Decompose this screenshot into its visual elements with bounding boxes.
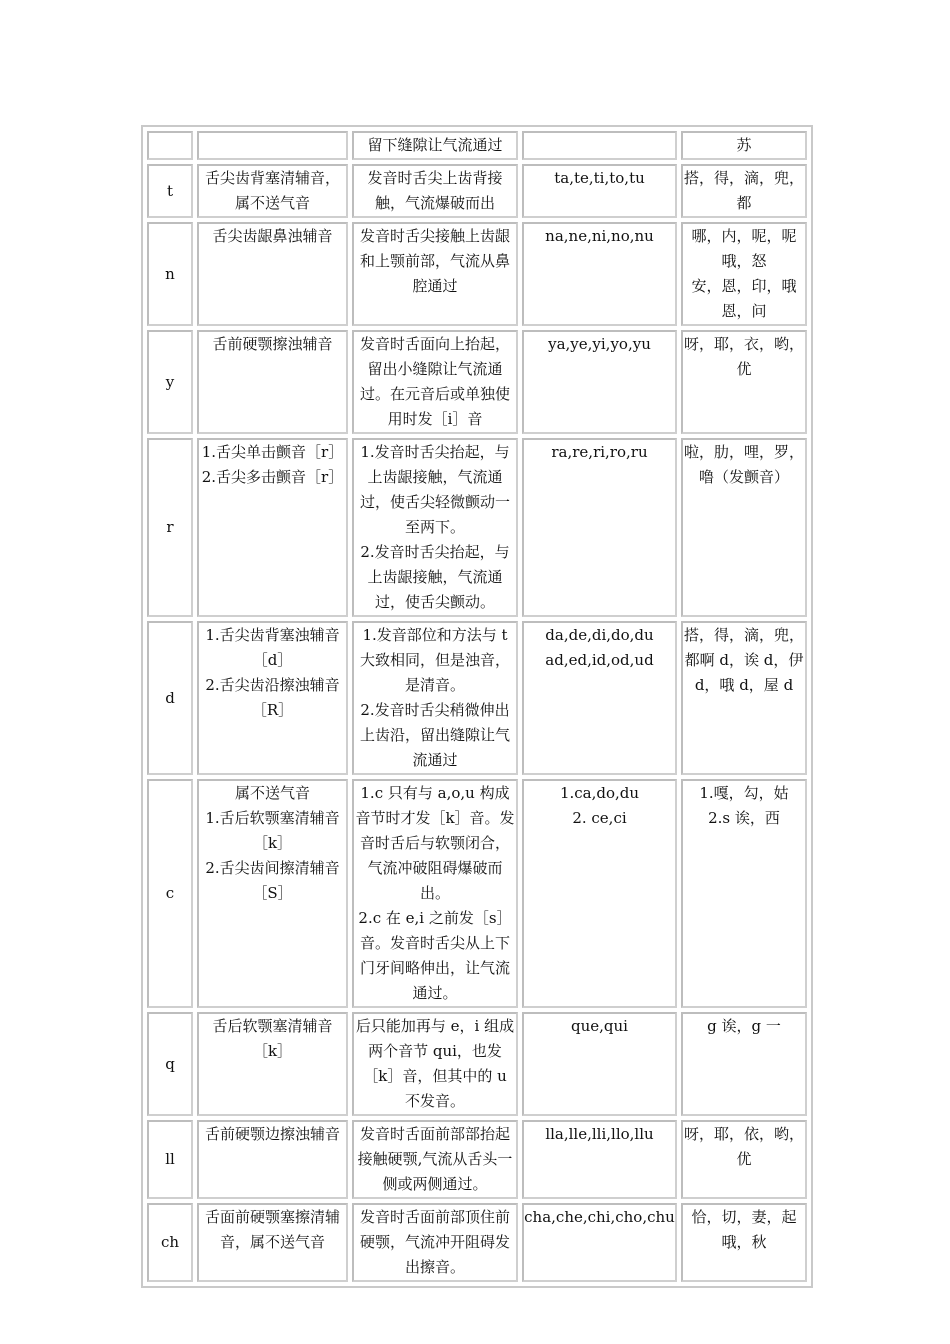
- cell-syllables: [522, 438, 677, 617]
- cell-description: [197, 330, 348, 434]
- cell-consonant: ch: [147, 1203, 193, 1282]
- cell-consonant: n: [147, 222, 193, 326]
- cell-line: da,de,di,do,du: [545, 626, 654, 644]
- cell-line: 属不送气音: [234, 784, 310, 802]
- cell-line: que,qui: [571, 1017, 628, 1035]
- cell-consonant: q: [147, 1012, 193, 1116]
- cell-syllables: [522, 1120, 677, 1199]
- cell-line: ta,te,ti,to,tu: [554, 169, 645, 187]
- header-cell-description: [197, 131, 348, 160]
- cell-chinese: [681, 164, 807, 218]
- cell-line: 搭，得，滴，兜，都: [683, 169, 804, 212]
- cell-description: [197, 1012, 348, 1116]
- cell-line: 1.发音时舌尖抬起，与上齿龈接触，气流通过，使舌尖轻微颤动一至两下。: [359, 443, 510, 536]
- cell-chinese: [681, 621, 807, 775]
- cell-line: 1.嘎，勾，姑: [699, 784, 789, 802]
- cell-line: ra,re,ri,ro,ru: [551, 443, 648, 461]
- cell-syllables: [522, 222, 677, 326]
- cell-chinese: [681, 779, 807, 1008]
- table-row: [147, 330, 807, 434]
- cell-line: 后只能加再与 e，i 组成两个音节 qui，也发［k］音，但其中的 u 不发音。: [355, 1017, 515, 1110]
- cell-line: g 诶，g 一: [707, 1017, 781, 1035]
- cell-chinese: [681, 1012, 807, 1116]
- cell-line: 1.ca,do,du: [559, 784, 640, 802]
- cell-line: 呀，耶，衣，哟，优: [683, 335, 804, 378]
- cell-line: 发音时舌尖上齿背接触，气流爆破而出: [367, 169, 503, 212]
- cell-syllables: [522, 1203, 677, 1282]
- cell-line: cha,che,chi,cho,chu: [524, 1208, 675, 1226]
- cell-line: 恰，切，妻，起哦，秋: [691, 1208, 797, 1251]
- cell-articulation: [352, 779, 518, 1008]
- cell-line: 舌前硬颚擦浊辅音: [212, 335, 333, 353]
- cell-line: 舌尖齿龈鼻浊辅音: [212, 227, 333, 245]
- cell-description: [197, 779, 348, 1008]
- cell-line: ad,ed,id,od,ud: [545, 651, 654, 669]
- header-cell-chinese: 苏: [681, 131, 807, 160]
- cell-consonant: ll: [147, 1120, 193, 1199]
- header-cell-syllables: [522, 131, 677, 160]
- cell-line: 2.c 在 e,i 之前发［s］音。发音时舌尖从上下门牙间略伸出，让气流通过。: [358, 909, 512, 1002]
- cell-articulation: [352, 1012, 518, 1116]
- cell-line: 2.舌尖齿间擦清辅音［S］: [205, 859, 340, 902]
- cell-line: lla,lle,lli,llo,llu: [545, 1125, 654, 1143]
- cell-syllables: [522, 330, 677, 434]
- cell-consonant: r: [147, 438, 193, 617]
- cell-line: 1.c 只有与 a,o,u 构成音节时才发［k］音。发音时舌后与软颚闭合，气流冲破阻碍爆破而出。: [355, 784, 515, 902]
- table-row: [147, 779, 807, 1008]
- cell-line: 舌前硬颚边擦浊辅音: [204, 1125, 340, 1143]
- cell-chinese: [681, 438, 807, 617]
- cell-consonant: c: [147, 779, 193, 1008]
- cell-line: ya,ye,yi,yo,yu: [548, 335, 651, 353]
- cell-line: 安，恩，印，哦恩，问: [691, 277, 797, 320]
- table-row: [147, 222, 807, 326]
- table-row: [147, 621, 807, 775]
- cell-articulation: [352, 164, 518, 218]
- cell-line: 发音时舌面前部顶住前硬颚，气流冲开阻碍发出擦音。: [359, 1208, 510, 1276]
- cell-line: na,ne,ni,no,nu: [545, 227, 654, 245]
- cell-line: 呀，耶，依，哟，优: [683, 1125, 804, 1168]
- table-row: [147, 1203, 807, 1282]
- cell-description: [197, 1120, 348, 1199]
- cell-chinese: [681, 222, 807, 326]
- cell-line: 2.舌尖齿沿擦浊辅音［R］: [205, 676, 340, 719]
- cell-articulation: [352, 621, 518, 775]
- table-row: [147, 438, 807, 617]
- header-row: [147, 131, 807, 160]
- cell-syllables: [522, 621, 677, 775]
- cell-line: 舌面前硬颚塞擦清辅音，属不送气音: [204, 1208, 340, 1251]
- cell-line: 2.发音时舌尖抬起，与上齿龈接触，气流通过，使舌尖颤动。: [360, 543, 510, 611]
- cell-line: 搭，得，滴，兜，都啊 d，诶 d，伊 d，哦 d，屋 d: [683, 626, 804, 694]
- cell-line: 1.舌后软颚塞清辅音［k］: [205, 809, 340, 852]
- cell-articulation: [352, 330, 518, 434]
- cell-description: [197, 222, 348, 326]
- table-row: [147, 1120, 807, 1199]
- cell-line: 舌尖齿背塞清辅音，属不送气音: [204, 169, 340, 212]
- cell-syllables: [522, 779, 677, 1008]
- cell-line: 1.舌尖齿背塞浊辅音［d］: [205, 626, 340, 669]
- cell-line: 发音时舌面前部部抬起接触硬颚,气流从舌头一侧或两侧通过。: [357, 1125, 513, 1193]
- cell-articulation: [352, 222, 518, 326]
- cell-line: 哪，内，呢，呢哦，怒: [691, 227, 797, 270]
- cell-chinese: [681, 1203, 807, 1282]
- consonant-table: [141, 125, 813, 1288]
- cell-line: 舌后软颚塞清辅音［k］: [212, 1017, 333, 1060]
- cell-description: [197, 438, 348, 617]
- cell-consonant: d: [147, 621, 193, 775]
- cell-chinese: [681, 1120, 807, 1199]
- cell-syllables: [522, 1012, 677, 1116]
- cell-line: 2.s 诶，西: [708, 809, 780, 827]
- header-cell-consonant: [147, 131, 193, 160]
- cell-chinese: [681, 330, 807, 434]
- cell-line: 1.发音部位和方法与 t 大致相同，但是浊音，是清音。: [359, 626, 510, 694]
- cell-line: 发音时舌面向上抬起，留出小缝隙让气流通过。在元音后或单独使用时发［i］音: [359, 335, 510, 428]
- cell-articulation: [352, 1120, 518, 1199]
- cell-description: [197, 621, 348, 775]
- cell-consonant: t: [147, 164, 193, 218]
- table-row: [147, 164, 807, 218]
- cell-line: 2. ce,ci: [572, 809, 627, 827]
- cell-description: [197, 164, 348, 218]
- cell-line: 发音时舌尖接触上齿龈和上颚前部，气流从鼻腔通过: [359, 227, 510, 295]
- cell-articulation: [352, 438, 518, 617]
- header-cell-articulation: 留下缝隙让气流通过: [352, 131, 518, 160]
- cell-line: 1.舌尖单击颤音［r］2.舌尖多击颤音［r］: [201, 443, 344, 486]
- cell-consonant: y: [147, 330, 193, 434]
- table-body: [147, 164, 807, 1282]
- cell-articulation: [352, 1203, 518, 1282]
- cell-line: 啦，肋，哩，罗，噜（发颤音）: [683, 443, 804, 486]
- table-row: [147, 1012, 807, 1116]
- cell-syllables: [522, 164, 677, 218]
- cell-description: [197, 1203, 348, 1282]
- cell-line: 2.发音时舌尖稍微伸出上齿沿，留出缝隙让气流通过: [359, 701, 510, 769]
